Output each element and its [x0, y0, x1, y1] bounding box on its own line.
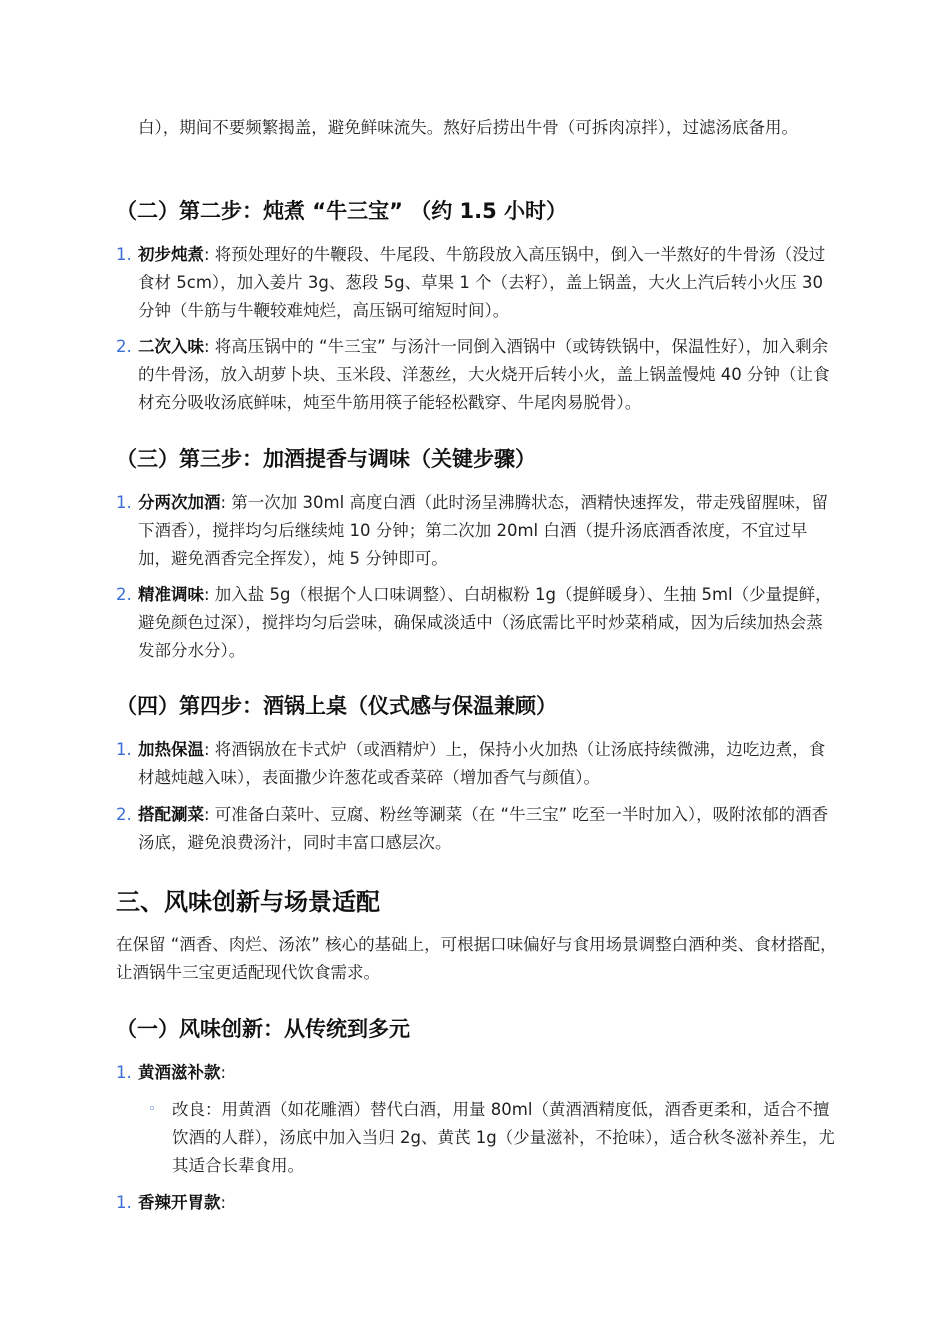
section-heading-step3: （三）第三步：加酒提香与调味（关键步骤）	[116, 447, 536, 471]
item-title: 分两次加酒	[138, 493, 221, 512]
list-item	[116, 241, 838, 325]
item-text: 将高压锅中的 “牛三宝” 与汤汁一同倒入酒锅中（或铸铁锅中，保温性好），加入剩余的牛骨汤，放入胡萝卜块、玉米段、洋葱丝，大火烧开后转小火，盖上锅盖慢炖 40 分钟（让食材充分吸收汤底鲜味，炖至牛筋用筷子能轻松戳穿、牛尾肉易脱骨）。	[138, 337, 830, 412]
list-item	[116, 333, 838, 417]
item-title: 香辣开胃款	[138, 1193, 221, 1212]
item-separator: :	[204, 337, 210, 356]
list-number: 1.	[116, 1063, 132, 1082]
item-title: 加热保温	[138, 740, 204, 759]
list-number: 2.	[116, 337, 132, 356]
item-separator: :	[220, 1063, 227, 1082]
list-item	[116, 736, 838, 792]
list-number: 1.	[116, 493, 132, 512]
item-text: 可准备白菜叶、豆腐、粉丝等涮菜（在 “牛三宝” 吃至一半时加入），吸附浓郁的酒香汤底，避免浪费汤汁，同时丰富口感层次。	[138, 805, 829, 852]
list-number: 2.	[116, 585, 132, 604]
section-heading-step2: （二）第二步：炖煮 “牛三宝” （约 1.5 小时）	[116, 199, 568, 223]
item-title: 搭配涮菜	[138, 805, 204, 824]
list-number: 1.	[116, 245, 132, 264]
sub-list-item	[148, 1096, 838, 1180]
item-separator: :	[204, 740, 210, 759]
subsection-heading: （一）风味创新：从传统到多元	[116, 1017, 410, 1041]
item-text: 加入盐 5g（根据个人口味调整）、白胡椒粉 1g（提鲜暖身）、生抽 5ml（少量提鲜，避免颜色过深），搅拌均匀后尝味，确保咸淡适中（汤底需比平时炒菜稍咸，因为后续加热会蒸发部分水分）。	[138, 585, 832, 660]
item-separator: :	[204, 585, 210, 604]
item-title: 精准调味	[138, 585, 204, 604]
list-item	[116, 1189, 838, 1217]
list-number: 1.	[116, 1193, 132, 1212]
item-text: 第一次加 30ml 高度白酒（此时汤呈沸腾状态，酒精快速挥发，带走残留腥味，留下酒香），搅拌均匀后继续炖 10 分钟；第二次加 20ml 白酒（提升汤底酒香浓度，不宜过早加，避免酒香完全挥发），炖 5 分钟即可。	[138, 493, 828, 568]
item-separator: :	[220, 493, 227, 512]
item-text: 将酒锅放在卡式炉（或酒精炉）上，保持小火加热（让汤底持续微沸，边吃边煮，食材越炖越入味），表面撒少许葱花或香菜碎（增加香气与颜值）。	[138, 740, 826, 787]
chapter-intro: 在保留 “酒香、肉烂、汤浓” 核心的基础上，可根据口味偏好与食用场景调整白酒种类、食材搭配，让酒锅牛三宝更适配现代饮食需求。	[116, 935, 837, 982]
item-title: 初步炖煮	[138, 245, 204, 264]
item-text: 将预处理好的牛鞭段、牛尾段、牛筋段放入高压锅中，倒入一半熬好的牛骨汤（没过食材 5cm），加入姜片 3g、葱段 5g、草果 1 个（去籽），盖上锅盖，大火上汽后转小火压 30 分钟（牛筋与牛鞭较难炖烂，高压锅可缩短时间）。	[138, 245, 826, 320]
list-number: 2.	[116, 805, 132, 824]
paragraph-continuation: 白），期间不要频繁揭盖，避免鲜味流失。熬好后捞出牛骨（可拆肉凉拌），过滤汤底备用。	[138, 118, 798, 137]
list-item	[116, 801, 838, 857]
hollow-bullet-icon: ◦	[148, 1102, 156, 1117]
list-number: 1.	[116, 740, 132, 759]
item-separator: :	[220, 1193, 227, 1212]
list-item	[116, 581, 838, 665]
section-heading-step4: （四）第四步：酒锅上桌（仪式感与保温兼顾）	[116, 694, 557, 718]
sub-item-text: 改良：用黄酒（如花雕酒）替代白酒，用量 80ml（黄酒酒精度低，酒香更柔和，适合不擅饮酒的人群），汤底中加入当归 2g、黄芪 1g（少量滋补，不抢味），适合秋冬滋补养生，尤其适合长辈食用。	[172, 1100, 835, 1175]
list-item	[116, 1059, 838, 1087]
item-title: 黄酒滋补款	[138, 1063, 221, 1082]
item-separator: :	[204, 245, 210, 264]
list-item	[116, 489, 838, 573]
item-title: 二次入味	[138, 337, 204, 356]
chapter-heading: 三、风味创新与场景适配	[116, 888, 380, 916]
item-separator: :	[204, 805, 210, 824]
